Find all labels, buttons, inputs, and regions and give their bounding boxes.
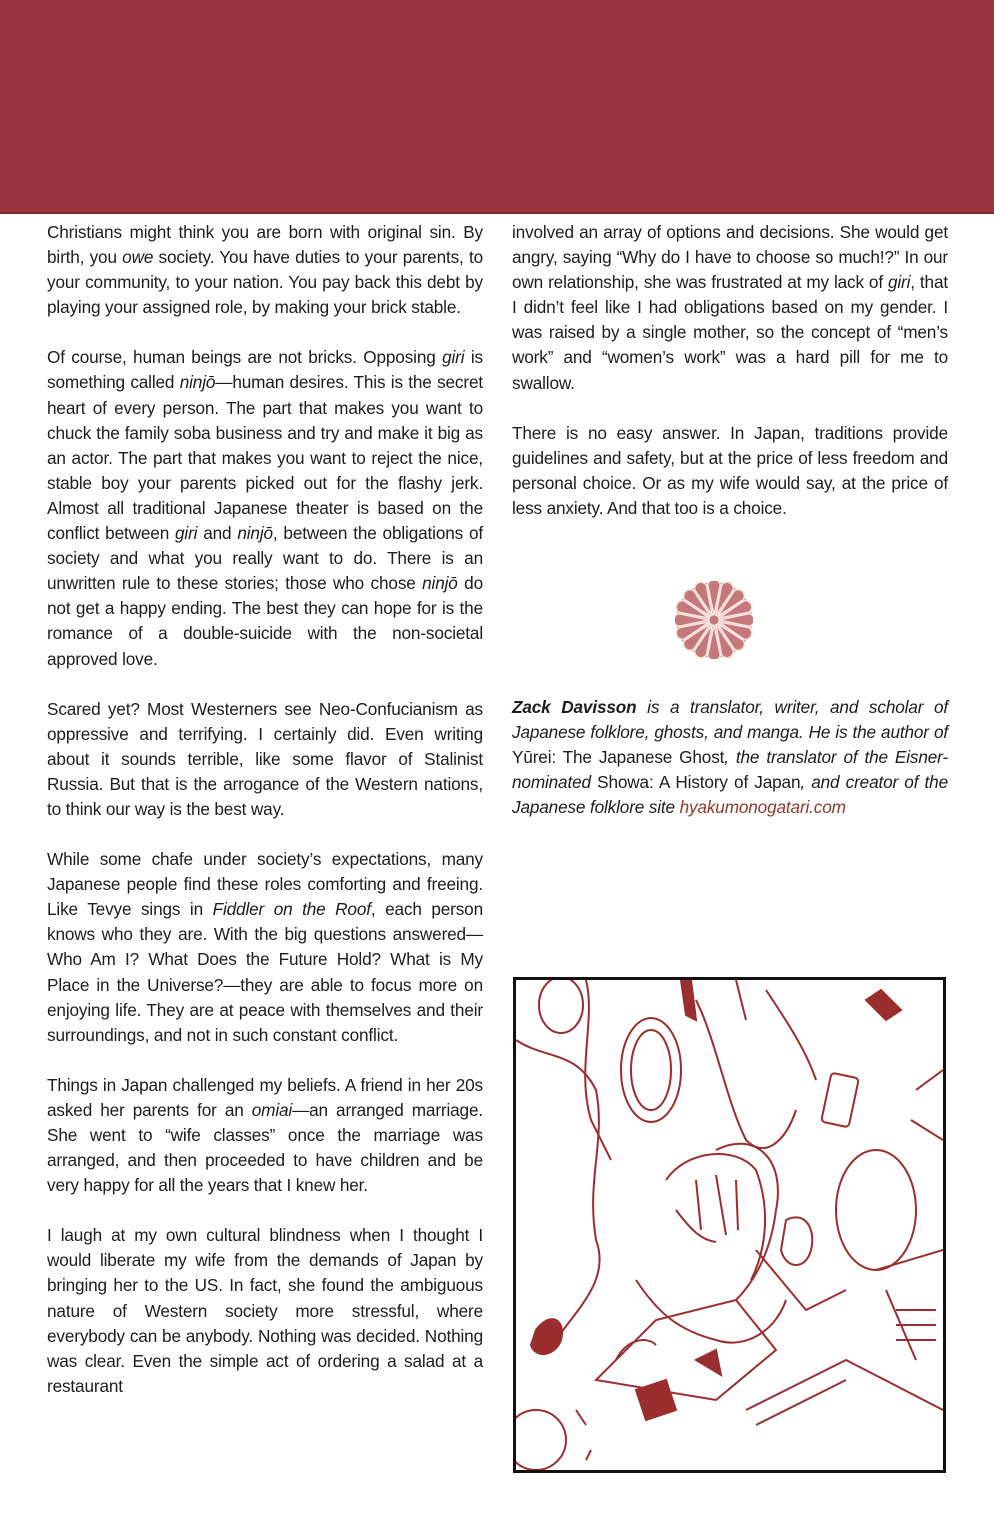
paragraph-options: involved an array of options and decisions. She would get angry, saying “Why do I have to choose so much!?” In our own relationship, she was frustrated at my lack of giri, that I didn’t feel like I had obligations based on my gender. I was raised by a single mother, so the concept of “men’s work” and “women’s work” was a hard pill for me to swallow. — [512, 222, 948, 393]
paragraph-scared-yet: Scared yet? Most Westerners see Neo-Confucianism as oppressive and terrifying. I certainly did. Even writing about it sounds terrible, like some flavor of Stalinist Russia. But that is the arrogance of the Western nations, to think our way is the best way. — [47, 698, 483, 819]
manga-panel-image — [516, 980, 943, 1470]
paragraph-no-easy-answer: There is no easy answer. In Japan, traditions provide guidelines and safety, but at the price of less freedom and personal choice. Or as my wife would say, at the price of less anxiety. And that too is a choice. — [512, 422, 948, 518]
paragraph-roles: While some chafe under society’s expectations, many Japanese people find these roles comforting and freeing. Like Tevye sings in Fiddler on the Roof, each person knows who they are. With the big questions answered—Who Am I? What Does the Future Hold? What is My Place in the Universe?—they are able to focus more on enjoying life. They are at peace with themselves and their surroundings, and not in such constant conflict. — [47, 849, 483, 1045]
author-name: Zack Davisson — [512, 697, 637, 717]
paragraph-cultural-blindness: I laugh at my own cultural blindness when I thought I would liberate my wife from the demands of Japan by bringing her to the US. In fact, she found the ambiguous nature of Western society more stressful, where everybody can be anybody. Nothing was decided. Nothing was clear. Even the simple act of ordering a salad at a restaurant — [47, 1225, 483, 1396]
header-band — [0, 0, 994, 214]
website-link[interactable]: hyakumonogatari.com — [679, 797, 846, 818]
author-bio: Zack Davisson is a translator, writer, and scholar of Japanese folklore, ghosts, and manga. He is the author of Yūrei: The Japanese Ghost, the translator of the Eisner-nominated Showa: A History of Japan, and creator of the Japanese folklore site hyakumonogatari.com — [512, 697, 949, 818]
chrysanthemum-crest-icon — [675, 581, 753, 659]
paragraph-original-sin: Christians might think you are born with original sin. By birth, you owe society. You have duties to your parents, to your community, to your nation. You pay back this debt by playing your assigned role, by making your brick stable. — [47, 222, 484, 318]
manga-illustration — [513, 977, 946, 1473]
book-title-yurei: Yūrei: The Japanese Ghost — [512, 747, 725, 768]
paragraph-omiai: Things in Japan challenged my beliefs. A friend in her 20s asked her parents for an omiai—an arranged marriage. She went to “wife classes” once the marriage was arranged, and then proceeded to have children and be very happy for all the years that I knew her. — [47, 1074, 483, 1196]
right-column — [512, 220, 948, 546]
paragraph-ninjo: Of course, human beings are not bricks. Opposing giri is something called ninjō—human desires. This is the secret heart of every person. The part that makes you want to chuck the family soba business and try and make it big as an actor. The part that makes you want to reject the nice, stable boy your parents picked out for the flashy jerk. Almost all traditional Japanese theater is based on the conflict between giri and ninjō, between the obligations of society and what you really want to do. There is an unwritten rule to these stories; those who chose ninjō do not get a happy ending. The best they can hope for is the romance of a double-suicide with the non-societal approved love. — [47, 347, 483, 669]
book-title-showa: Showa: A History of Japan — [597, 772, 801, 793]
left-column — [47, 220, 483, 1399]
